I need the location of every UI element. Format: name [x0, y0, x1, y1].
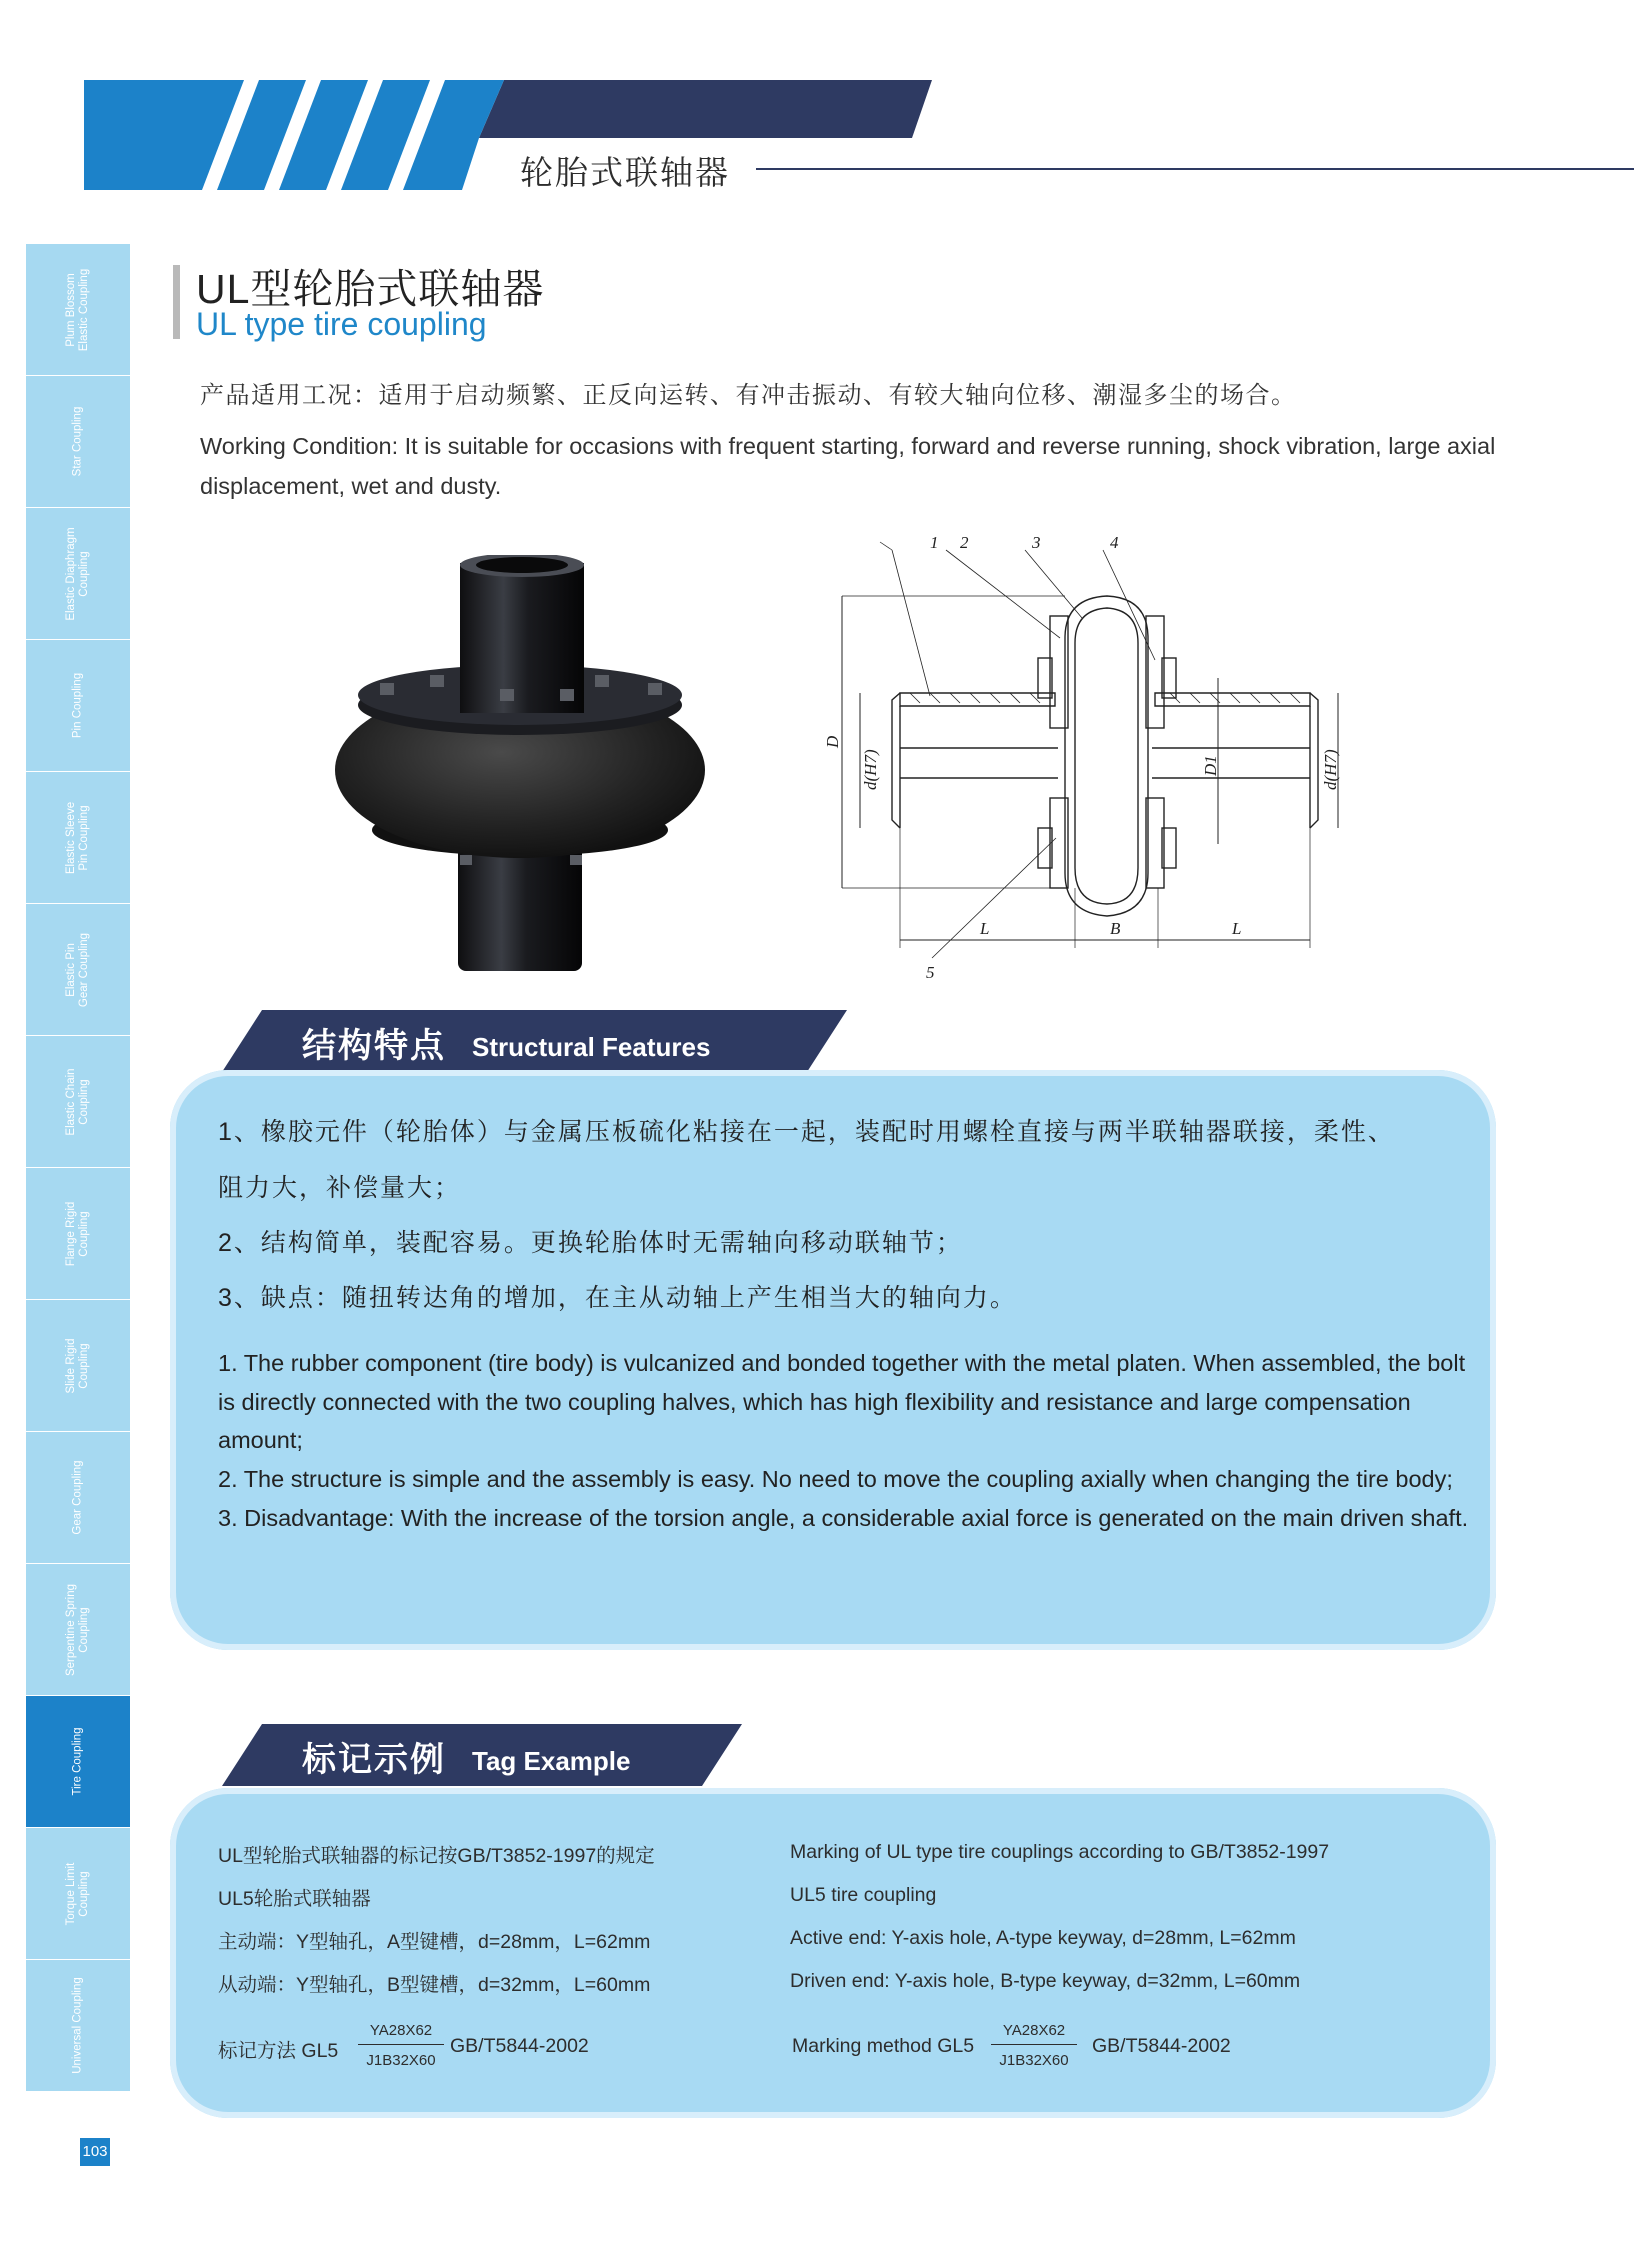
- sidebar-tab-universal[interactable]: Universal Coupling: [26, 1960, 130, 2091]
- header-banner: [84, 80, 1634, 190]
- tag-method-cn-frac-top: YA28X62: [369, 2022, 433, 2039]
- features-en-text: 1. The rubber component (tire body) is vulcanized and bonded together with the metal platen. When assembled, the bolt is directly connected with the two coupling halves, which has high flexibility and resistance and large compensation amount; 2. The structure is simple and the assembly is easy. No need to move the coupling axially when changing the tire body; 3. Disadvantage: With the increase of the torsion angle, a considerable axial force is generated on the main driven shaft.: [218, 1350, 1469, 1531]
- dim-L-right: L: [1232, 919, 1242, 938]
- features-heading: [222, 1010, 847, 1072]
- working-condition-en: Working Condition: It is suitable for occasions with frequent starting, forward and reverse running, shock vibration, large axial displacement, wet and dusty.: [200, 433, 1496, 499]
- sidebar-tab-torque-limit[interactable]: Torque Limit Coupling: [26, 1828, 130, 1959]
- callout-2: 2: [960, 533, 969, 552]
- dim-B: B: [1110, 919, 1121, 938]
- sidebar-tab-pin[interactable]: Pin Coupling: [26, 640, 130, 771]
- dim-d-left: d(H7): [861, 749, 880, 790]
- sidebar-tab-elastic-diaphragm[interactable]: Elastic Diaphragm Coupling: [26, 508, 130, 639]
- sidebar-tab-gear[interactable]: Gear Coupling: [26, 1432, 130, 1563]
- tag-method-en-frac-top: YA28X62: [1002, 2022, 1066, 2039]
- tag-method-en-frac-bottom: J1B32X60: [999, 2052, 1069, 2069]
- callout-4: 4: [1110, 533, 1119, 552]
- tag-cn-line-4: 从动端：Y型轴孔，B型键槽，d=32mm，L=60mm: [218, 1974, 651, 1996]
- sidebar: [26, 244, 130, 2092]
- product-title-cn: UL型轮胎式联轴器: [196, 266, 545, 312]
- tag-method-cn-frac-bar: [358, 2044, 444, 2045]
- sidebar-tab-tire[interactable]: Tire Coupling: [26, 1696, 130, 1827]
- feature-cn-line-4: 3、缺点：随扭转达角的增加，在主从动轴上产生相当大的轴向力。: [218, 1284, 1017, 1312]
- tag-en-line-3: Active end: Y-axis hole, A-type keyway, d=28mm, L=62mm: [790, 1927, 1296, 1949]
- tag-cn-line-1: UL型轮胎式联轴器的标记按GB/T3852-1997的规定: [218, 1845, 655, 1867]
- feature-cn-line-3: 2、结构简单，装配容易。更换轮胎体时无需轴向移动联轴节；: [218, 1229, 963, 1257]
- product-photo: [330, 555, 730, 975]
- header-title: 轮胎式联轴器: [520, 154, 730, 191]
- tag-method-cn-suffix: GB/T5844-2002: [450, 2035, 589, 2057]
- tag-method-cn-prefix: 标记方法 GL5: [218, 2040, 339, 2062]
- technical-drawing: [820, 528, 1360, 988]
- tag-heading-cn: 标记示例: [302, 1741, 446, 1779]
- tag-method-en-prefix: Marking method GL5: [792, 2035, 975, 2057]
- sidebar-tab-elastic-pin-gear[interactable]: Elastic Pin Gear Coupling: [26, 904, 130, 1035]
- sidebar-tab-plum-blossom[interactable]: Plum Blossom Elastic Coupling: [26, 244, 130, 375]
- features-heading-cn: 结构特点: [302, 1027, 446, 1065]
- dim-D: D: [823, 735, 842, 748]
- sidebar-tab-serpentine-spring[interactable]: Serpentine Spring Coupling: [26, 1564, 130, 1695]
- sidebar-tab-star[interactable]: Star Coupling: [26, 376, 130, 507]
- tag-en-line-2: UL5 tire coupling: [790, 1884, 937, 1906]
- callout-3: 3: [1032, 533, 1041, 552]
- tag-method-en-frac-bar: [991, 2044, 1077, 2045]
- features-heading-en: Structural Features: [472, 1032, 711, 1062]
- tag-method-en-suffix: GB/T5844-2002: [1092, 2035, 1231, 2057]
- header-divider: [756, 168, 1634, 170]
- dim-D1: D1: [1201, 755, 1220, 776]
- sidebar-tab-slide-rigid[interactable]: Slide Rigid Coupling: [26, 1300, 130, 1431]
- dim-d-right: d(H7): [1321, 749, 1340, 790]
- tag-heading: [222, 1724, 742, 1786]
- callout-5: 5: [926, 963, 935, 982]
- sidebar-tab-flange-rigid[interactable]: Flange Rigid Coupling: [26, 1168, 130, 1299]
- product-title-en: UL type tire coupling: [196, 306, 487, 342]
- tag-en-line-4: Driven end: Y-axis hole, B-type keyway, d=32mm, L=60mm: [790, 1970, 1301, 1992]
- dim-L-left: L: [980, 919, 990, 938]
- callout-1: 1: [930, 533, 939, 552]
- tag-cn-line-2: UL5轮胎式联轴器: [218, 1888, 371, 1910]
- tag-en-line-1: Marking of UL type tire couplings according to GB/T3852-1997: [790, 1841, 1330, 1863]
- tag-method-cn-frac-bottom: J1B32X60: [366, 2052, 436, 2069]
- feature-cn-line-2: 阻力大，补偿量大；: [218, 1174, 462, 1202]
- feature-cn-line-1: 1、橡胶元件（轮胎体）与金属压板硫化粘接在一起，装配时用螺栓直接与两半联轴器联接，柔性、: [218, 1118, 1395, 1146]
- title-accent-bar: [173, 265, 180, 339]
- working-condition-cn: 产品适用工况：适用于启动频繁、正反向运转、有冲击振动、有较大轴向位移、潮湿多尘的场合。: [200, 382, 1297, 409]
- page-number: 103: [80, 2138, 110, 2166]
- sidebar-tab-elastic-sleeve-pin[interactable]: Elastic Sleeve Pin Coupling: [26, 772, 130, 903]
- tag-cn-line-3: 主动端：Y型轴孔，A型键槽，d=28mm，L=62mm: [218, 1931, 651, 1953]
- sidebar-tab-elastic-chain[interactable]: Elastic Chain Coupling: [26, 1036, 130, 1167]
- tag-heading-en: Tag Example: [472, 1746, 631, 1776]
